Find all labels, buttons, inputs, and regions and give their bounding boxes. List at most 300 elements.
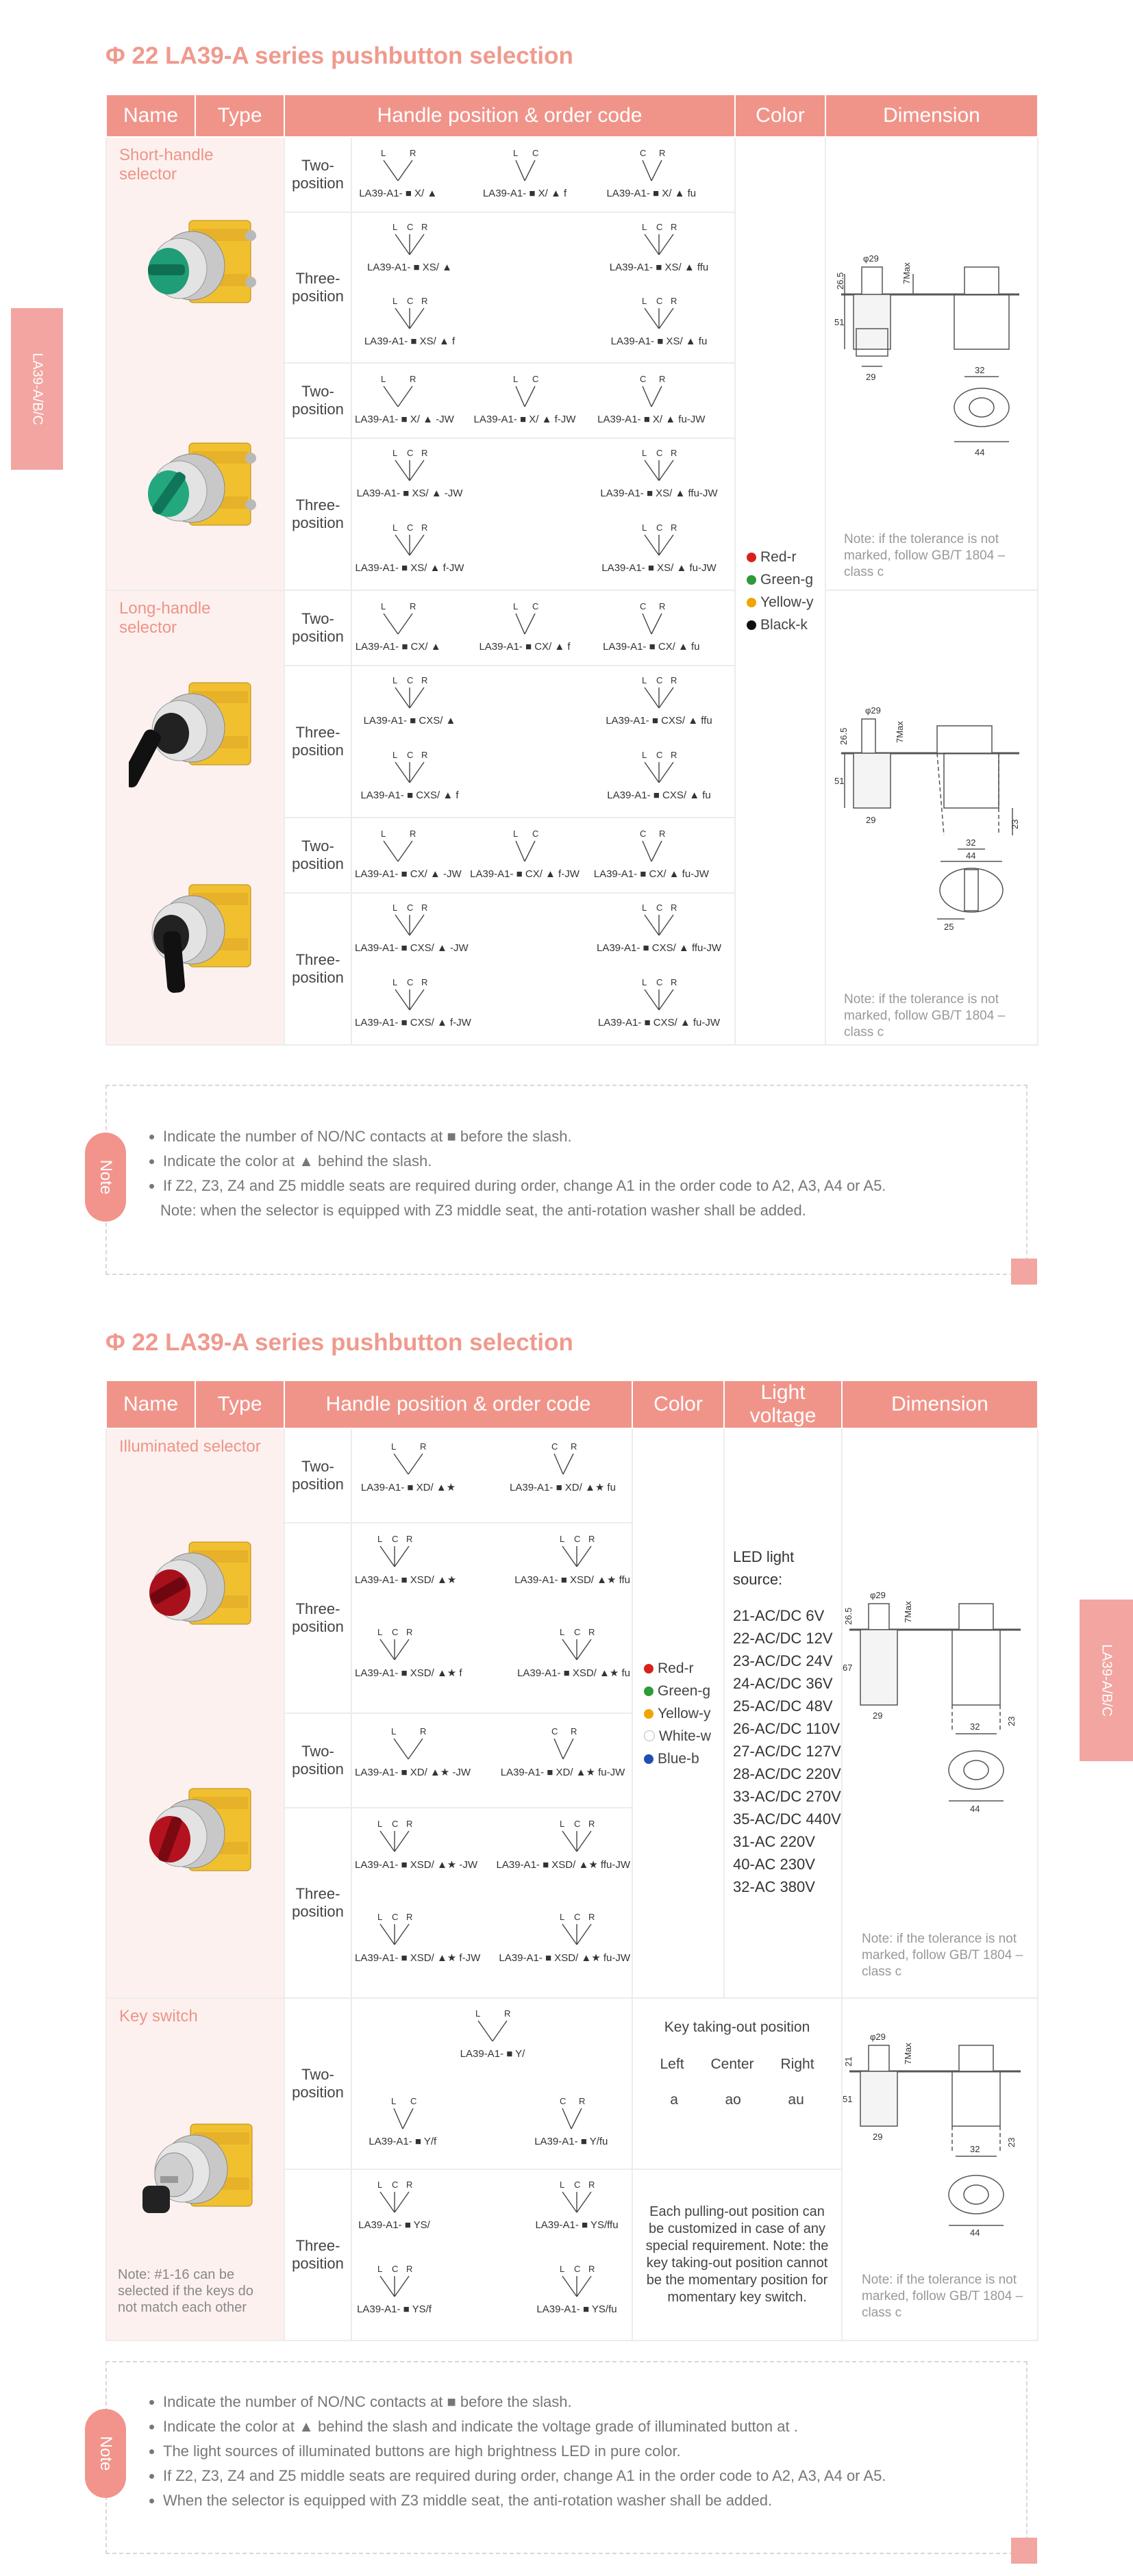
note-item: • The light sources of illuminated buttons are high brightness LED in pure color. [163, 2439, 1026, 2464]
side-tab-left: LA39-A/B/C [11, 308, 63, 470]
position-letter: L [560, 2263, 565, 2274]
order-code: LA39-A1- ■ CXS/ ▲ -JW [355, 942, 469, 954]
dim-label: φ29 [863, 253, 879, 264]
order-code: LA39-A1- ■ XSD/ ▲★ [355, 1574, 457, 1587]
color-option [644, 1657, 723, 1680]
contact-diagram [501, 829, 549, 864]
diagram-cell [351, 1713, 632, 1808]
note-item: • Indicate the color at ▲ behind the slash. [163, 1149, 1026, 1174]
position-letter: L [377, 1819, 382, 1830]
contact-diagram [501, 374, 549, 409]
position-letter: C [559, 2095, 566, 2106]
position-letter: R [406, 1534, 412, 1545]
key-taking-right: Right [780, 2056, 814, 2072]
position-letter: R [420, 1441, 427, 1452]
notes-box-1 [105, 1085, 1028, 1275]
color-list [736, 546, 825, 636]
dim-label: 23 [1006, 2137, 1017, 2147]
dimension-drawing-3 [843, 1589, 1028, 1818]
position-letter: L [381, 601, 386, 611]
order-code: LA39-A1- ■ XD/ ▲★ fu [510, 1481, 616, 1493]
voltage-item: 32-AC 380V [733, 1878, 815, 1895]
order-code: LA39-A1- ■ Y/ [460, 2048, 525, 2060]
position-letter: C [551, 1726, 558, 1737]
position-letter: R [410, 601, 416, 611]
key-taking-title: Key taking-out position [664, 2019, 810, 2035]
position-letter: C [574, 2180, 581, 2190]
position-letter: C [656, 902, 663, 913]
contact-diagram [627, 829, 675, 864]
voltage-item: 25-AC/DC 48V [733, 1697, 833, 1715]
contact-diagram [635, 977, 683, 1013]
key-taking-center-value: ao [725, 2092, 741, 2108]
position-letter: L [377, 2263, 382, 2274]
header-light-voltage: Light voltage [724, 1380, 842, 1428]
contact-diagram [379, 2096, 427, 2132]
position-letter: C [574, 1819, 581, 1830]
position-letter: L [560, 1627, 565, 1638]
long-handle-selector-image-2 [129, 870, 266, 1003]
voltage-item: 27-AC/DC 127V [733, 1743, 841, 1760]
dim-label: φ29 [870, 2032, 886, 2042]
pulling-note: Each pulling-out position can be customized in case of any special requirement. Note: the key taking-out position cannot be the momentary position for momentary key switch. [645, 2204, 829, 2305]
position-letter: L [513, 148, 519, 158]
position-letter: L [642, 976, 647, 987]
order-code: LA39-A1- ■ XSD/ ▲★ ffu [514, 1574, 630, 1587]
order-code: LA39-A1- ■ XS/ ▲ f [364, 335, 456, 347]
contact-diagram [384, 1441, 432, 1477]
long-handle-selector-image-1 [129, 668, 266, 801]
position-letter: C [407, 674, 414, 685]
position-letter: R [671, 221, 677, 232]
position-letter: R [421, 221, 428, 232]
order-code: LA39-A1- ■ X/ ▲ [359, 188, 438, 199]
contact-diagram [635, 448, 683, 483]
voltage-item: 21-AC/DC 6V [733, 1607, 825, 1624]
position-letter: C [407, 902, 414, 913]
position-letter: L [393, 674, 398, 685]
position-letter: L [560, 1912, 565, 1923]
header-name: Name [106, 1380, 195, 1428]
diagram-cell [351, 893, 735, 1045]
header-handle: Handle position & order code [284, 1380, 632, 1428]
position-letter: R [588, 1534, 595, 1545]
contact-diagram [386, 902, 434, 938]
position-letter: C [574, 2263, 581, 2274]
color-dot-icon [644, 1709, 653, 1719]
name-label: Key switch [119, 2007, 198, 2025]
position-letter: R [410, 829, 416, 839]
note-tab-1: Note [85, 1133, 126, 1222]
position-letter: C [656, 295, 663, 306]
position-letter: L [560, 2180, 565, 2190]
contact-diagram [374, 829, 422, 864]
position-letter: L [377, 1534, 382, 1545]
position-letter: C [410, 2095, 417, 2106]
position-letter: C [391, 2263, 398, 2274]
diagram-cell [351, 363, 735, 438]
position-letter: R [658, 829, 666, 839]
contact-diagram [539, 1441, 587, 1477]
voltage-item: 23-AC/DC 24V [733, 1652, 833, 1669]
position-letter: L [381, 148, 386, 158]
position-letter: R [570, 1441, 577, 1452]
type-cell: Three-position [284, 893, 351, 1045]
contact-diagram [371, 1912, 419, 1947]
position-letter: L [513, 374, 519, 384]
position-letter: R [504, 2008, 511, 2019]
key-taking-right-value: au [788, 2092, 804, 2108]
contact-diagram [553, 1627, 601, 1663]
dim-label: 32 [970, 2144, 980, 2154]
order-code: LA39-A1- ■ X/ ▲ fu [606, 188, 697, 199]
position-letter: L [642, 522, 647, 533]
position-letter: R [406, 2180, 412, 2190]
order-code: LA39-A1- ■ XD/ ▲★ -JW [355, 1766, 471, 1778]
position-letter: C [656, 749, 663, 760]
position-letter: C [391, 1627, 398, 1638]
key-taking-cell [632, 1998, 842, 2169]
color-dot-icon [644, 1730, 655, 1741]
position-letter: L [391, 1726, 397, 1737]
contact-diagram [635, 222, 683, 257]
name-label: Short-handle selector [119, 146, 214, 184]
notes-box-2 [105, 2361, 1028, 2554]
diagram-cell [351, 818, 735, 893]
color-dot-icon [644, 1664, 653, 1674]
dim-label: 26.5 [835, 272, 845, 290]
position-letter: L [393, 976, 398, 987]
diagram-cell [351, 137, 735, 212]
dim-label: φ29 [870, 1590, 886, 1600]
color-label: Yellow-y [760, 594, 814, 610]
position-letter: C [656, 674, 663, 685]
key-switch-image [129, 2109, 266, 2236]
position-letter: C [639, 601, 647, 611]
type-cell: Two-position [284, 1713, 351, 1808]
note-item: • Indicate the number of NO/NC contacts at ■ before the slash. [163, 2390, 1026, 2414]
dim-label: 51 [843, 2094, 853, 2104]
order-code: LA39-A1- ■ XSD/ ▲★ f [355, 1667, 462, 1680]
contact-diagram [539, 1726, 587, 1762]
voltage-item: 26-AC/DC 110V [733, 1720, 841, 1737]
color-option [644, 1680, 723, 1702]
contact-diagram [386, 977, 434, 1013]
contact-diagram [386, 675, 434, 711]
contact-diagram [627, 601, 675, 637]
diagram-cell [351, 2169, 632, 2340]
illuminated-selector-image-2 [129, 1773, 266, 1900]
contact-diagram [553, 1534, 601, 1569]
type-cell: Three-position [284, 438, 351, 590]
position-letter: R [421, 976, 428, 987]
position-letter: R [406, 2263, 412, 2274]
order-code: LA39-A1- ■ CX/ ▲ f [479, 641, 571, 653]
name-label: Long-handle selector [119, 599, 211, 637]
position-letter: C [532, 374, 539, 384]
color-dot-icon [747, 575, 756, 585]
section2-title: Φ 22 LA39-A series pushbutton selection [105, 1329, 573, 1356]
diagram-cell [351, 212, 735, 363]
order-code: LA39-A1- ■ CX/ ▲ -JW [355, 868, 462, 880]
position-letter: C [407, 749, 414, 760]
contact-diagram [386, 222, 434, 257]
position-letter: R [588, 1912, 595, 1923]
order-code: LA39-A1- ■ CX/ ▲ fu [603, 641, 700, 653]
contact-diagram [374, 148, 422, 184]
contact-diagram [635, 902, 683, 938]
pulling-note-cell [632, 2169, 842, 2340]
position-letter: L [391, 1441, 397, 1452]
position-letter: R [671, 749, 677, 760]
position-letter: R [406, 1819, 412, 1830]
dim-label: 26.5 [843, 1607, 854, 1625]
key-taking-left-value: a [670, 2092, 678, 2108]
order-code: LA39-A1- ■ Y/f [369, 2135, 437, 2147]
diagram-cell [351, 1523, 632, 1713]
contact-diagram [635, 296, 683, 331]
position-letter: C [574, 1534, 581, 1545]
short-handle-selector-image-2 [129, 428, 266, 555]
contact-diagram [371, 1819, 419, 1854]
color-label: Yellow-y [658, 1705, 711, 1721]
order-code: LA39-A1- ■ XS/ ▲ ffu-JW [600, 487, 718, 499]
type-cell: Two-position [284, 590, 351, 666]
header-color: Color [735, 94, 825, 137]
order-code: LA39-A1- ■ XSD/ ▲★ fu-JW [499, 1952, 630, 1965]
dim-label: 29 [873, 1710, 883, 1721]
position-letter: R [671, 902, 677, 913]
note-item: • When the selector is equipped with Z3 middle seat, the anti-rotation washer shall be added. [163, 2488, 1026, 2513]
order-code: LA39-A1- ■ X/ ▲ -JW [355, 414, 454, 425]
position-letter: R [421, 522, 428, 533]
dim-label: φ29 [865, 705, 881, 716]
voltage-item: 31-AC 220V [733, 1833, 815, 1850]
diagram-cell [351, 438, 735, 590]
diagram-cell [351, 1428, 632, 1523]
led-title: LED light source: [733, 1548, 795, 1588]
position-letter: L [560, 1534, 565, 1545]
type-cell: Three-position [284, 666, 351, 818]
voltage-cell [724, 1428, 842, 1998]
position-letter: L [393, 295, 398, 306]
dimension-drawing-1 [834, 247, 1033, 469]
color-label: Black-k [760, 617, 808, 633]
color-option [747, 568, 825, 591]
position-letter: C [391, 2180, 398, 2190]
order-code: LA39-A1- ■ XSD/ ▲★ fu [517, 1667, 630, 1680]
position-letter: L [377, 1627, 382, 1638]
color-list [633, 1657, 723, 1770]
position-letter: C [391, 1912, 398, 1923]
name-label: Illuminated selector [119, 1437, 261, 1456]
position-letter: C [407, 976, 414, 987]
short-handle-selector-image-1 [129, 205, 266, 332]
voltage-item: 28-AC/DC 220V [733, 1765, 841, 1782]
position-letter: R [421, 749, 428, 760]
order-code: LA39-A1- ■ XS/ ▲ -JW [356, 487, 463, 499]
illuminated-selector-image-1 [129, 1527, 266, 1654]
tolerance-note-2: Note: if the tolerance is not marked, follow GB/T 1804 – class c [844, 992, 1006, 1039]
dim-label: 25 [944, 922, 954, 931]
order-code: LA39-A1- ■ CXS/ ▲ ffu-JW [596, 942, 721, 954]
header-handle: Handle position & order code [284, 94, 735, 137]
voltage-item: 24-AC/DC 36V [733, 1675, 833, 1692]
position-letter: R [671, 976, 677, 987]
key-taking-center: Center [710, 2056, 754, 2072]
color-dot-icon [644, 1687, 653, 1696]
color-cell [735, 137, 825, 1045]
order-code: LA39-A1- ■ CX/ ▲ [355, 641, 441, 653]
position-letter: R [421, 447, 428, 458]
position-letter: L [642, 447, 647, 458]
color-dot-icon [747, 553, 756, 562]
header-dimension: Dimension [842, 1380, 1038, 1428]
position-letter: R [671, 295, 677, 306]
header-type: Type [195, 94, 284, 137]
contact-diagram [553, 1819, 601, 1854]
position-letter: R [588, 1819, 595, 1830]
tolerance-note-1: Note: if the tolerance is not marked, follow GB/T 1804 – class c [844, 532, 1006, 579]
position-letter: R [658, 374, 666, 384]
voltage-list [725, 1604, 841, 1898]
position-letter: L [513, 601, 519, 611]
order-code: LA39-A1- ■ CXS/ ▲ fu-JW [597, 1016, 721, 1028]
tolerance-note-3: Note: if the tolerance is not marked, follow GB/T 1804 – class c [862, 1932, 1023, 1979]
position-letter: L [381, 829, 386, 839]
position-letter: C [391, 1819, 398, 1830]
type-cell: Two-position [284, 363, 351, 438]
dim-label: 7Max [903, 1601, 913, 1623]
position-letter: R [671, 674, 677, 685]
dim-label: 29 [873, 2132, 883, 2142]
dim-label: 7Max [903, 2043, 913, 2064]
color-label: Red-r [760, 549, 797, 565]
voltage-item: 40-AC 230V [733, 1856, 815, 1873]
position-letter: R [588, 2263, 595, 2274]
dim-label: 32 [970, 1721, 980, 1732]
position-letter: C [532, 829, 539, 839]
contact-diagram [627, 148, 675, 184]
color-label: Green-g [658, 1682, 711, 1699]
position-letter: C [407, 447, 414, 458]
contact-diagram [627, 374, 675, 409]
position-letter: R [570, 1726, 577, 1737]
note-extra: Note: when the selector is equipped with Z3 middle seat, the anti-rotation washer shall be added. [160, 1202, 806, 1219]
order-code: LA39-A1- ■ XS/ ▲ fu-JW [601, 561, 717, 574]
order-code: LA39-A1- ■ XSD/ ▲★ -JW [355, 1859, 478, 1871]
contact-diagram [374, 374, 422, 409]
order-code: LA39-A1- ■ XSD/ ▲★ f-JW [355, 1952, 481, 1965]
position-letter: C [639, 148, 647, 158]
order-code: LA39-A1- ■ YS/fu [536, 2303, 617, 2315]
contact-diagram [371, 1534, 419, 1569]
position-letter: L [390, 2095, 397, 2106]
position-letter: C [639, 374, 647, 384]
contact-diagram [553, 1912, 601, 1947]
contact-diagram [501, 148, 549, 184]
contact-diagram [547, 2096, 595, 2132]
color-option [747, 591, 825, 614]
dimension-drawing-2 [834, 698, 1033, 935]
type-cell: Two-position [284, 137, 351, 212]
order-code: LA39-A1- ■ XS/ ▲ [367, 261, 452, 273]
order-code: LA39-A1- ■ XS/ ▲ fu [610, 335, 708, 347]
type-cell: Three-position [284, 1523, 351, 1713]
dim-label: 21 [843, 2056, 854, 2067]
position-letter: R [410, 374, 416, 384]
order-code: LA39-A1- ■ YS/f [357, 2303, 432, 2315]
order-code: LA39-A1- ■ X/ ▲ f [482, 188, 567, 199]
dim-label: 44 [970, 2227, 980, 2236]
position-letter: R [671, 447, 677, 458]
contact-diagram [501, 601, 549, 637]
position-letter: C [639, 829, 647, 839]
note-item: • Indicate the color at ▲ behind the slash and indicate the voltage grade of illuminated button at . [163, 2414, 1026, 2439]
contact-diagram [386, 750, 434, 785]
order-code: LA39-A1- ■ CX/ ▲ fu-JW [593, 868, 709, 880]
color-option [747, 614, 825, 636]
note-tab-2: Note [85, 2409, 126, 2498]
color-option [644, 1747, 723, 1770]
dim-label: 23 [1010, 819, 1020, 829]
contact-diagram [635, 750, 683, 785]
position-letter: R [578, 2095, 586, 2106]
dim-label: 44 [966, 850, 976, 861]
note-item: • Indicate the number of NO/NC contacts at ■ before the slash. [163, 1124, 1026, 1149]
position-letter: C [656, 447, 663, 458]
contact-diagram [384, 1726, 432, 1762]
dim-label: 51 [834, 776, 845, 786]
contact-diagram [371, 1627, 419, 1663]
contact-diagram [371, 2264, 419, 2299]
section1-title: Φ 22 LA39-A series pushbutton selection [105, 42, 573, 69]
dim-label: 32 [966, 837, 976, 848]
dim-label: 26.5 [838, 727, 849, 745]
position-letter: R [410, 148, 416, 158]
position-letter: L [377, 2180, 382, 2190]
dim-label: 7Max [895, 721, 905, 743]
type-cell: Two-position [284, 1428, 351, 1523]
corner-mark-2 [1011, 2538, 1037, 2564]
position-letter: L [642, 674, 647, 685]
position-letter: L [393, 522, 398, 533]
position-letter: L [393, 902, 398, 913]
order-code: LA39-A1- ■ Y/fu [534, 2135, 608, 2147]
order-code: LA39-A1- ■ CXS/ ▲ fu [607, 789, 711, 801]
color-option [644, 1725, 723, 1747]
position-letter: L [393, 447, 398, 458]
dimension-drawing-4 [843, 2030, 1028, 2239]
order-code: LA39-A1- ■ XD/ ▲★ [360, 1481, 456, 1493]
diagram-cell [351, 1998, 632, 2169]
contact-diagram [371, 2180, 419, 2215]
color-label: White-w [659, 1728, 711, 1744]
key-taking-left: Left [660, 2056, 684, 2072]
position-letter: C [407, 522, 414, 533]
position-letter: L [381, 374, 386, 384]
order-code: LA39-A1- ■ X/ ▲ f-JW [473, 414, 576, 425]
dim-label: 23 [1006, 1716, 1017, 1726]
dim-label: 44 [970, 1804, 980, 1814]
position-letter: L [393, 749, 398, 760]
diagram-cell [351, 590, 735, 666]
dim-label: 67 [843, 1663, 853, 1673]
order-code: LA39-A1- ■ CXS/ ▲ ffu [606, 714, 712, 727]
dim-label: 29 [866, 815, 876, 825]
dim-label: 7Max [901, 262, 912, 284]
order-code: LA39-A1- ■ CXS/ ▲ f [360, 789, 459, 801]
